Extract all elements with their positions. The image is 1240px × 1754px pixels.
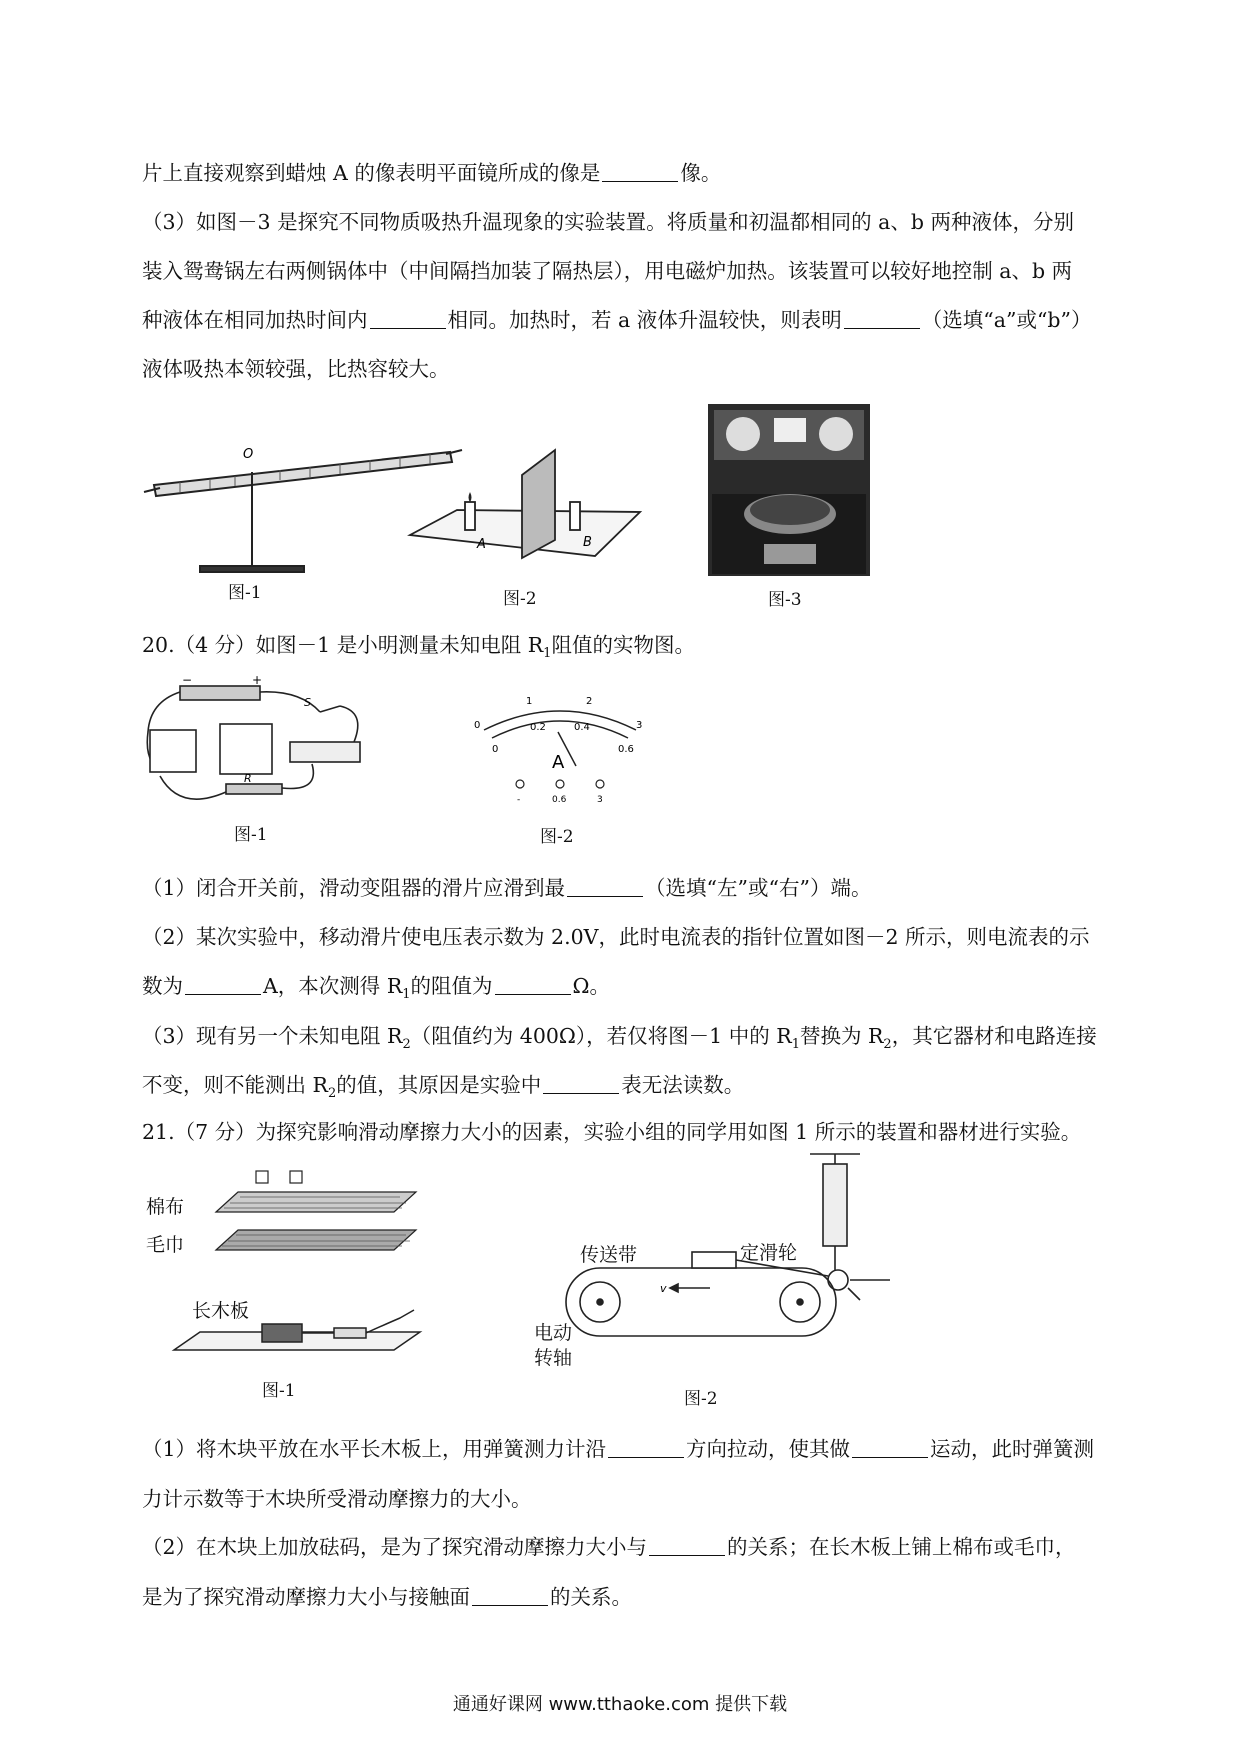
pivot-label: O	[243, 447, 254, 462]
answer-blank[interactable]	[844, 306, 920, 329]
plane-mirror-figure	[405, 440, 645, 570]
q19-3-line4: 液体吸热本领较强，比热容较大。	[142, 357, 450, 381]
friction-fig2-caption: 图-2	[684, 1389, 718, 1409]
q20-1: （1）闭合开关前，滑动变阻器的滑片应滑到最 （选填“左”或“右”）端。	[142, 876, 872, 900]
q20-3-line2: 不变，则不能测出 $R_2$的值，其原因是实验中 表无法读数。	[142, 1073, 745, 1102]
circuit-fig1-caption: 图-1	[234, 825, 268, 845]
q20-2-line1: （2）某次实验中，移动滑片使电压表示数为 2.0V，此时电流表的指针位置如图－2 所示，则电流表的示	[142, 925, 1090, 949]
battery-minus: −	[182, 673, 193, 687]
q19-3-line3: 种液体在相同加热时间内 相同。加热时，若 a 液体升温较快，则表明 （选填“a”或“b”）	[142, 308, 1092, 332]
answer-blank[interactable]	[370, 306, 446, 329]
svg-text:0: 0	[492, 744, 499, 755]
answer-blank[interactable]	[852, 1435, 928, 1458]
candle-b-label: B	[583, 535, 592, 550]
q21-2-line2: 是为了探究滑动摩擦力大小与接触面 的关系。	[142, 1585, 632, 1609]
towel-label: 毛巾	[146, 1234, 185, 1256]
q20-title: 20.（4 分）如图－1 是小明测量未知电阻 $R_1$阻值的实物图。	[142, 633, 695, 662]
fig1-caption: 图-1	[228, 583, 262, 603]
switch-label: S	[304, 696, 311, 709]
fig3-caption: 图-3	[768, 590, 802, 610]
resistor-label: R	[244, 772, 252, 785]
q21-title: 21.（7 分）为探究影响滑动摩擦力大小的因素，实验小组的同学用如图 1 所示的装置和器材进行实验。	[142, 1120, 1082, 1144]
svg-text:-: -	[517, 795, 521, 805]
svg-text:0: 0	[474, 720, 481, 731]
board-label: 长木板	[192, 1300, 250, 1322]
svg-text:0.2: 0.2	[530, 722, 546, 733]
ammeter-fig2-caption: 图-2	[540, 827, 574, 847]
answer-blank[interactable]	[602, 159, 678, 182]
svg-text:0.6: 0.6	[552, 795, 567, 805]
motor-label-2: 转轴	[534, 1347, 573, 1369]
q19-3-line1: （3）如图－3 是探究不同物质吸热升温现象的实验装置。将质量和初温都相同的 a、b 两种液体，分别	[142, 210, 1074, 234]
answer-blank[interactable]	[608, 1435, 684, 1458]
svg-text:0.4: 0.4	[574, 722, 590, 733]
page-footer: 通通好课网 www.tthaoke.com 提供下载	[452, 1694, 788, 1715]
velocity-label: v	[660, 1282, 667, 1295]
motor-label-1: 电动	[534, 1322, 573, 1344]
answer-blank[interactable]	[649, 1533, 725, 1556]
q21-2-line1: （2）在木块上加放砝码，是为了探究滑动摩擦力大小与 的关系；在长木板上铺上棉布或毛巾，	[142, 1535, 1076, 1559]
q19-3-line2: 装入鸳鸯锅左右两侧锅体中（中间隔挡加装了隔热层），用电磁炉加热。该装置可以较好地控制 a、b 两	[142, 259, 1073, 283]
text-line-mirror-image: 片上直接观察到蜡烛 A 的像表明平面镜所成的像是 像。	[142, 161, 722, 185]
q21-1-line1: （1）将木块平放在水平长木板上，用弹簧测力计沿 方向拉动，使其做 运动，此时弹簧测	[142, 1437, 1095, 1461]
cloth-towel-figure	[140, 1165, 440, 1260]
q21-1-line2: 力计示数等于木块所受滑动摩擦力的大小。	[142, 1487, 532, 1511]
pulley-label: 定滑轮	[740, 1242, 798, 1264]
ammeter-unit: A	[552, 752, 565, 773]
svg-text:3: 3	[636, 720, 643, 731]
answer-blank[interactable]	[472, 1583, 548, 1606]
induction-pot-photo	[708, 404, 870, 576]
cotton-label: 棉布	[146, 1196, 185, 1218]
svg-text:1: 1	[526, 696, 533, 707]
svg-text:2: 2	[586, 696, 593, 707]
answer-blank[interactable]	[567, 874, 643, 897]
svg-text:0.6: 0.6	[618, 744, 634, 755]
belt-label: 传送带	[580, 1244, 638, 1266]
answer-blank[interactable]	[495, 972, 571, 995]
circuit-figure	[140, 672, 370, 812]
q20-2-line2: 数为 A，本次测得 $R_1$的阻值为 Ω。	[142, 974, 611, 1003]
answer-blank[interactable]	[543, 1071, 619, 1094]
fig2-caption: 图-2	[503, 589, 537, 609]
candle-a-label: A	[477, 537, 486, 552]
friction-fig1-caption: 图-1	[262, 1381, 296, 1401]
ammeter-dial	[470, 690, 650, 810]
battery-plus: +	[252, 673, 263, 687]
answer-blank[interactable]	[185, 972, 261, 995]
q20-3-line1: （3）现有另一个未知电阻 $R_2$（阻值约为 400Ω），若仅将图－1 中的 $R_1$替换为 $R_2$，其它器材和电路连接	[142, 1024, 1097, 1053]
svg-text:3: 3	[597, 795, 603, 805]
